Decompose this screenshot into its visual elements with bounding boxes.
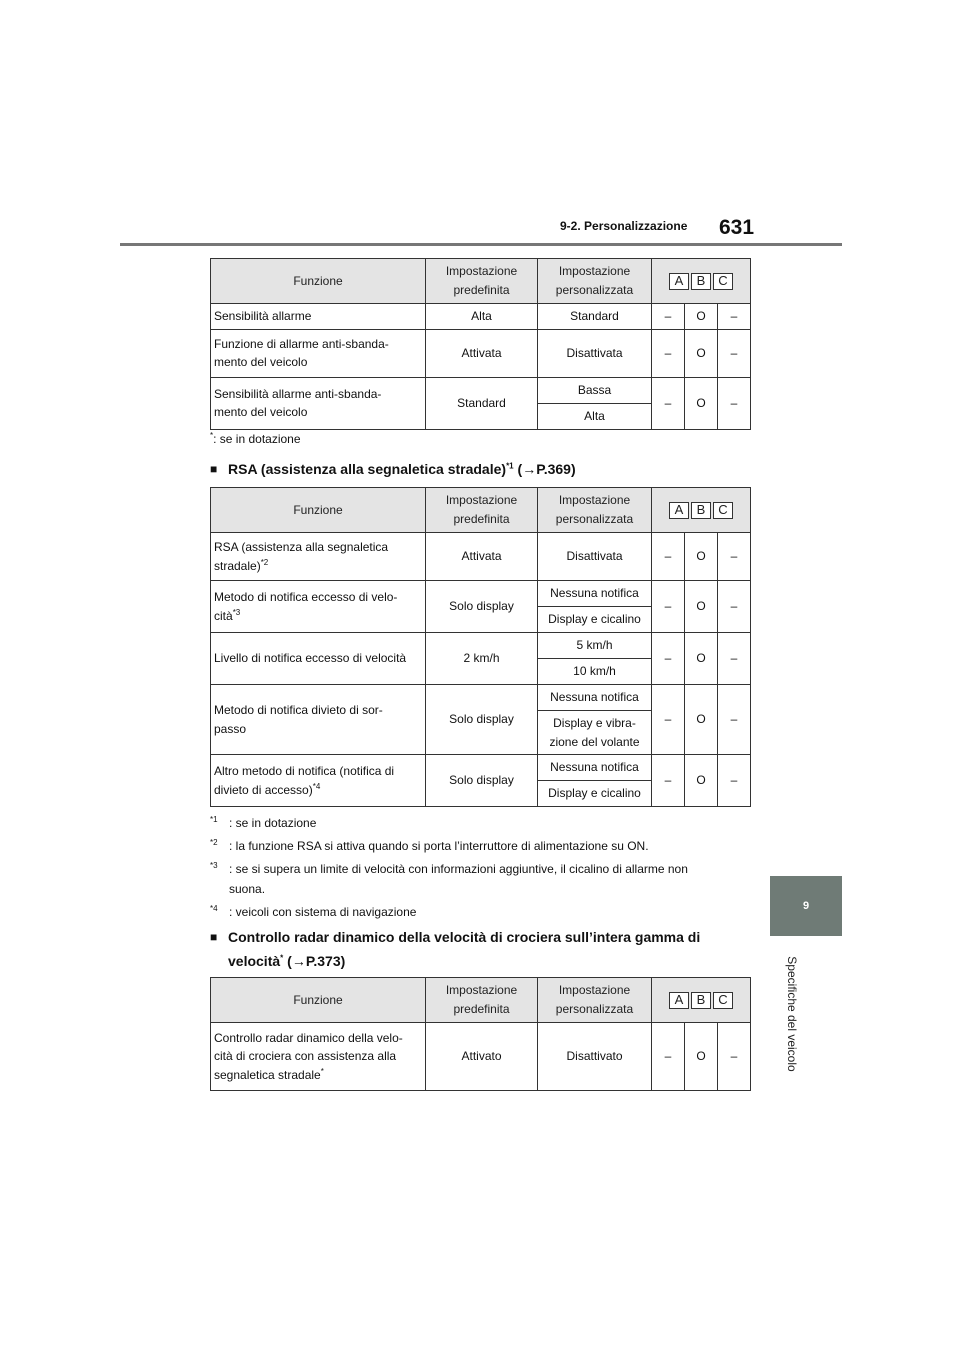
letter-a-box: A <box>669 273 689 290</box>
section-title: 9-2. Personalizzazione <box>560 219 688 233</box>
letter-b-box: B <box>691 992 711 1009</box>
table-alarm <box>210 258 751 430</box>
table-row: Sensibilità allarme Alta Standard – O – <box>211 304 751 330</box>
chapter-tab: 9 <box>770 876 842 936</box>
col-header-letters <box>652 259 751 304</box>
table-row: Altro metodo di notifica (notifica di divieto di accesso)$^{*4}$ Solo display Nessuna notifica – O – <box>211 755 751 781</box>
table-row: Sensibilità allarme anti-sbanda- mento del veicolo Standard Bassa – O – <box>211 377 751 403</box>
footnote: $^{*2}$ : la funzione RSA si attiva quando si porta l’interruttore di alimentazione su ON. <box>210 838 649 853</box>
letter-a-box: A <box>669 992 689 1009</box>
table-row: Alta <box>211 403 751 429</box>
table-row: Display e cicalino <box>211 607 751 633</box>
table-rsa <box>210 487 751 807</box>
table-row: Metodo di notifica eccesso di velo- cità$^{*3}$ Solo display Nessuna notifica – O – <box>211 581 751 607</box>
letter-b-box: B <box>691 502 711 519</box>
rsa-heading: ■ RSA (assistenza alla segnaletica stradale)$^{*1}$ (→P.369) <box>210 461 576 477</box>
table-row: 10 km/h <box>211 659 751 685</box>
table-row: RSA (assistenza alla segnaletica stradale)$^{*2}$ Attivata Disattivata – O – <box>211 533 751 581</box>
letter-a-box: A <box>669 502 689 519</box>
table-header-row <box>211 259 751 304</box>
table-row: Controllo radar dinamico della velo- cità di crociera con assistenza alla segnaletica stradale* Attivato Disattivato – O – <box>211 1023 751 1091</box>
letter-c-box: C <box>713 273 733 290</box>
footnote: $^{*1}$ : se in dotazione <box>210 815 317 830</box>
table-radar <box>210 977 751 1091</box>
table-row: Display e vibra- zione del volante <box>211 711 751 755</box>
table-header-row: Funzione Impostazione predefinita Impostazione personalizzata A B C <box>211 488 751 533</box>
table1-note: *: se in dotazione <box>210 431 301 446</box>
letter-c-box: C <box>713 992 733 1009</box>
table-row: Display e cicalino <box>211 781 751 807</box>
page-number: 631 <box>719 216 755 239</box>
table-row: Funzione di allarme anti-sbanda- mento del veicolo Attivata Disattivata – O – <box>211 329 751 377</box>
rsa-notes <box>210 813 740 922</box>
col-header-custom: Impostazione personalizzata <box>538 259 652 304</box>
header-rule <box>120 243 842 246</box>
col-header-default: Impostazione predefinita <box>426 259 538 304</box>
col-header-funzione: Funzione <box>211 259 426 304</box>
radar-heading: ■ Controllo radar dinamico della velocità di crociera sull’intera gamma di velocità* (→P.373) <box>210 929 701 969</box>
table-header-row: Funzione Impostazione predefinita Impostazione personalizzata A B C <box>211 978 751 1023</box>
letter-b-box: B <box>691 273 711 290</box>
letter-c-box: C <box>713 502 733 519</box>
chapter-label: Specifiche del veicolo <box>785 956 799 1072</box>
table-row: Metodo di notifica divieto di sor- passo Solo display Nessuna notifica – O – <box>211 685 751 711</box>
footnote: $^{*4}$ : veicoli con sistema di navigazione <box>210 904 417 919</box>
footnote: $^{*3}$ : se si supera un limite di velocità con informazioni aggiuntive, il cicalino di allarme non suona. <box>210 861 688 896</box>
table-row: Livello di notifica eccesso di velocità 2 km/h 5 km/h – O – <box>211 633 751 659</box>
